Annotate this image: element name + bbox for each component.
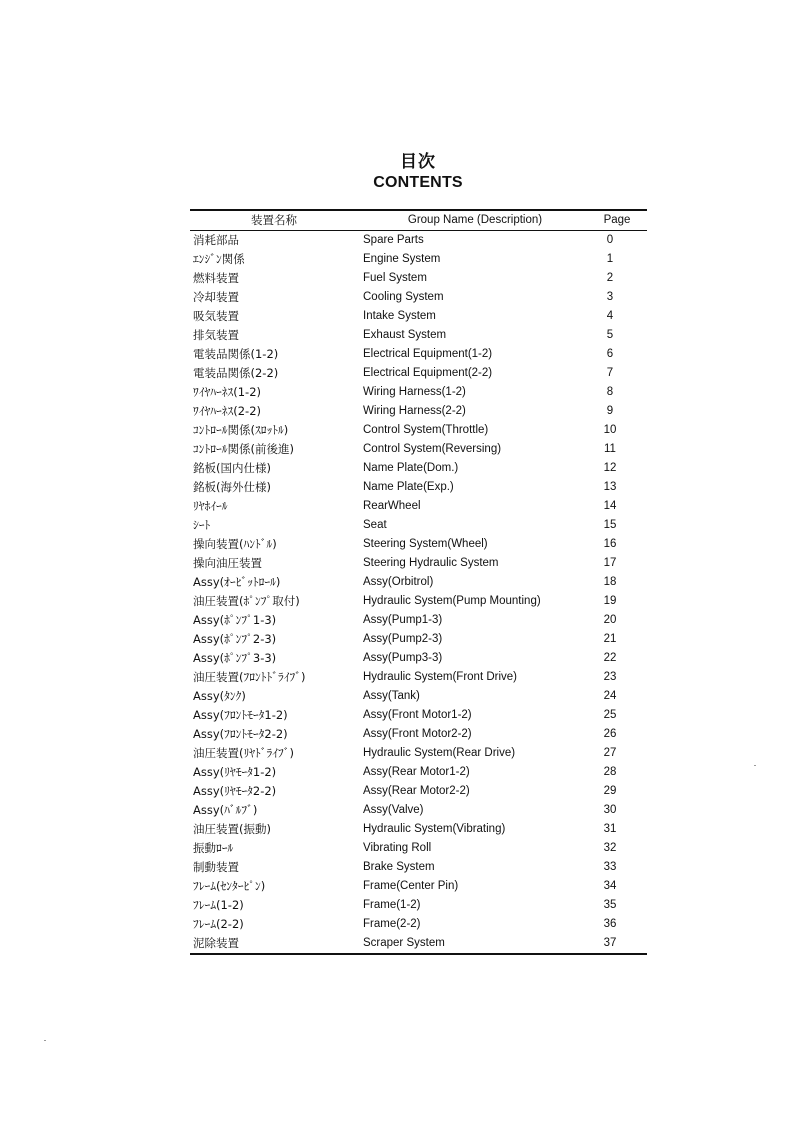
row-page-number: 9	[606, 405, 614, 417]
row-page-number: 17	[603, 557, 617, 569]
table-row	[190, 478, 647, 497]
row-page-number: 20	[603, 614, 617, 626]
table-row	[190, 649, 647, 668]
row-group-name: Frame(Center Pin)	[363, 880, 459, 892]
row-japanese-name: Assy(ﾎﾟﾝﾌﾟ3-3)	[193, 651, 277, 665]
row-group-name: Assy(Front Motor1-2)	[363, 709, 472, 721]
row-group-name: Assy(Pump1-3)	[363, 614, 443, 626]
row-page-number: 26	[603, 728, 617, 740]
table-row	[190, 934, 647, 953]
table-row	[190, 402, 647, 421]
row-japanese-name: 消耗部品	[193, 233, 239, 247]
table-row	[190, 782, 647, 801]
row-japanese-name: 泥除装置	[193, 936, 239, 950]
row-page-number: 36	[603, 918, 617, 930]
table-row	[190, 535, 647, 554]
row-page-number: 33	[603, 861, 617, 873]
table-row	[190, 687, 647, 706]
row-japanese-name: ｺﾝﾄﾛｰﾙ関係(ｽﾛｯﾄﾙ)	[193, 423, 289, 437]
row-group-name: Seat	[363, 519, 387, 531]
row-japanese-name: Assy(ﾎﾟﾝﾌﾟ2-3)	[193, 632, 277, 646]
row-group-name: Hydraulic System(Pump Mounting)	[363, 595, 541, 607]
row-japanese-name: 吸気装置	[193, 309, 239, 323]
table-row	[190, 725, 647, 744]
row-page-number: 34	[603, 880, 617, 892]
header-page: Page	[603, 214, 631, 226]
row-group-name: Assy(Pump2-3)	[363, 633, 443, 645]
row-japanese-name: 油圧装置(ﾘﾔﾄﾞﾗｲﾌﾞ)	[193, 746, 294, 760]
table-row	[190, 801, 647, 820]
table-row	[190, 763, 647, 782]
row-japanese-name: 排気装置	[193, 328, 239, 342]
row-japanese-name: Assy(ﾌﾛﾝﾄﾓｰﾀ1-2)	[193, 708, 288, 722]
row-group-name: Steering Hydraulic System	[363, 557, 499, 569]
row-group-name: Scraper System	[363, 937, 445, 949]
row-page-number: 23	[603, 671, 617, 683]
row-japanese-name: 制動装置	[193, 860, 239, 874]
row-group-name: Vibrating Roll	[363, 842, 432, 854]
row-group-name: Engine System	[363, 253, 441, 265]
table-row	[190, 573, 647, 592]
row-japanese-name: 油圧装置(ﾎﾟﾝﾌﾟ取付)	[193, 594, 300, 608]
scan-speck	[754, 765, 756, 766]
row-group-name: Control System(Reversing)	[363, 443, 502, 455]
row-page-number: 8	[606, 386, 614, 398]
row-japanese-name: ﾌﾚｰﾑ(2-2)	[193, 917, 244, 931]
row-group-name: Hydraulic System(Front Drive)	[363, 671, 517, 683]
row-page-number: 32	[603, 842, 617, 854]
row-page-number: 31	[603, 823, 617, 835]
row-group-name: Wiring Harness(1-2)	[363, 386, 466, 398]
row-page-number: 21	[603, 633, 617, 645]
table-row	[190, 364, 647, 383]
row-japanese-name: ｺﾝﾄﾛｰﾙ関係(前後進)	[193, 442, 294, 456]
row-page-number: 5	[606, 329, 614, 341]
row-group-name: Assy(Pump3-3)	[363, 652, 443, 664]
table-row	[190, 839, 647, 858]
row-page-number: 29	[603, 785, 617, 797]
row-page-number: 27	[603, 747, 617, 759]
table-row	[190, 611, 647, 630]
row-group-name: Name Plate(Dom.)	[363, 462, 459, 474]
row-page-number: 16	[603, 538, 617, 550]
row-page-number: 7	[606, 367, 614, 379]
row-group-name: Hydraulic System(Rear Drive)	[363, 747, 516, 759]
scan-speck	[44, 1040, 46, 1041]
row-japanese-name: Assy(ｵｰﾋﾞｯﾄﾛｰﾙ)	[193, 575, 281, 589]
row-page-number: 35	[603, 899, 617, 911]
row-page-number: 12	[603, 462, 617, 474]
row-page-number: 30	[603, 804, 617, 816]
row-page-number: 1	[606, 253, 614, 265]
row-japanese-name: 燃料装置	[193, 271, 239, 285]
row-page-number: 6	[606, 348, 614, 360]
row-page-number: 11	[604, 443, 616, 455]
row-group-name: Assy(Tank)	[363, 690, 420, 702]
table-row	[190, 744, 647, 763]
table-row	[190, 820, 647, 839]
row-japanese-name: ﾜｲﾔﾊｰﾈｽ(1-2)	[193, 385, 262, 399]
row-japanese-name: 油圧装置(振動)	[193, 822, 271, 836]
table-row	[190, 440, 647, 459]
row-japanese-name: Assy(ﾌﾛﾝﾄﾓｰﾀ2-2)	[193, 727, 288, 741]
row-group-name: Frame(2-2)	[363, 918, 421, 930]
row-japanese-name: 油圧装置(ﾌﾛﾝﾄﾄﾞﾗｲﾌﾞ)	[193, 670, 306, 684]
table-row	[190, 554, 647, 573]
row-page-number: 28	[603, 766, 617, 778]
table-row	[190, 668, 647, 687]
row-group-name: Spare Parts	[363, 234, 424, 246]
row-japanese-name: 銘板(国内仕様)	[193, 461, 271, 475]
table-row	[190, 896, 647, 915]
row-page-number: 13	[603, 481, 617, 493]
table-row	[190, 269, 647, 288]
row-page-number: 2	[606, 272, 614, 284]
row-page-number: 3	[606, 291, 614, 303]
table-row	[190, 516, 647, 535]
document-title	[0, 152, 793, 192]
row-japanese-name: Assy(ﾘﾔﾓｰﾀ2-2)	[193, 784, 277, 798]
row-group-name: Cooling System	[363, 291, 444, 303]
row-group-name: Exhaust System	[363, 329, 447, 341]
row-page-number: 25	[603, 709, 617, 721]
title-english: CONTENTS	[373, 174, 463, 191]
row-japanese-name: Assy(ﾀﾝｸ)	[193, 689, 246, 703]
row-japanese-name: 操向油圧装置	[193, 556, 262, 570]
row-japanese-name: Assy(ﾘﾔﾓｰﾀ1-2)	[193, 765, 277, 779]
row-japanese-name: ﾜｲﾔﾊｰﾈｽ(2-2)	[193, 404, 262, 418]
row-page-number: 22	[603, 652, 617, 664]
table-row	[190, 706, 647, 725]
row-japanese-name: ﾌﾚｰﾑ(1-2)	[193, 898, 244, 912]
row-group-name: Assy(Rear Motor1-2)	[363, 766, 470, 778]
table-row	[190, 345, 647, 364]
row-group-name: Wiring Harness(2-2)	[363, 405, 466, 417]
row-group-name: Assy(Orbitrol)	[363, 576, 434, 588]
row-japanese-name: ﾌﾚｰﾑ(ｾﾝﾀｰﾋﾟﾝ)	[193, 879, 266, 893]
row-group-name: Name Plate(Exp.)	[363, 481, 454, 493]
table-row	[190, 383, 647, 402]
table-row	[190, 326, 647, 345]
row-group-name: Control System(Throttle)	[363, 424, 489, 436]
table-row	[190, 231, 647, 250]
row-group-name: Intake System	[363, 310, 436, 322]
row-japanese-name: 冷却装置	[193, 290, 239, 304]
table-body	[190, 231, 647, 953]
table-row	[190, 915, 647, 934]
table-header	[190, 211, 647, 231]
row-japanese-name: 電装品関係(1-2)	[193, 347, 279, 361]
header-japanese-name: 装置名称	[251, 213, 297, 227]
row-page-number: 15	[603, 519, 617, 531]
row-group-name: Steering System(Wheel)	[363, 538, 488, 550]
row-page-number: 18	[603, 576, 617, 588]
row-japanese-name: ｼｰﾄ	[193, 518, 211, 532]
row-japanese-name: 振動ﾛｰﾙ	[193, 841, 234, 855]
row-page-number: 0	[606, 234, 614, 246]
row-group-name: RearWheel	[363, 500, 421, 512]
row-group-name: Electrical Equipment(1-2)	[363, 348, 493, 360]
row-group-name: Hydraulic System(Vibrating)	[363, 823, 506, 835]
row-page-number: 24	[603, 690, 617, 702]
row-page-number: 10	[603, 424, 617, 436]
table-row	[190, 307, 647, 326]
row-page-number: 19	[603, 595, 617, 607]
row-group-name: Frame(1-2)	[363, 899, 421, 911]
row-japanese-name: Assy(ﾎﾟﾝﾌﾟ1-3)	[193, 613, 277, 627]
row-group-name: Assy(Front Motor2-2)	[363, 728, 472, 740]
table-row	[190, 250, 647, 269]
row-group-name: Electrical Equipment(2-2)	[363, 367, 493, 379]
table-row	[190, 288, 647, 307]
header-group-name: Group Name (Description)	[407, 214, 543, 226]
table-row	[190, 630, 647, 649]
table-row	[190, 421, 647, 440]
row-japanese-name: 操向装置(ﾊﾝﾄﾞﾙ)	[193, 537, 277, 551]
title-japanese: 目次	[400, 152, 436, 172]
row-japanese-name: Assy(ﾊﾞﾙﾌﾞ)	[193, 803, 258, 817]
table-row	[190, 877, 647, 896]
row-group-name: Brake System	[363, 861, 435, 873]
table-row	[190, 858, 647, 877]
row-group-name: Assy(Rear Motor2-2)	[363, 785, 470, 797]
row-page-number: 14	[603, 500, 617, 512]
table-row	[190, 592, 647, 611]
table-row	[190, 497, 647, 516]
row-page-number: 4	[606, 310, 614, 322]
contents-table	[190, 209, 647, 955]
row-japanese-name: ﾘﾔﾎｲｰﾙ	[193, 499, 228, 513]
row-japanese-name: 電装品関係(2-2)	[193, 366, 279, 380]
row-page-number: 37	[603, 937, 617, 949]
row-japanese-name: 銘板(海外仕様)	[193, 480, 271, 494]
row-group-name: Fuel System	[363, 272, 427, 284]
row-group-name: Assy(Valve)	[363, 804, 424, 816]
row-japanese-name: ｴﾝｼﾞﾝ関係	[193, 252, 245, 266]
table-row	[190, 459, 647, 478]
